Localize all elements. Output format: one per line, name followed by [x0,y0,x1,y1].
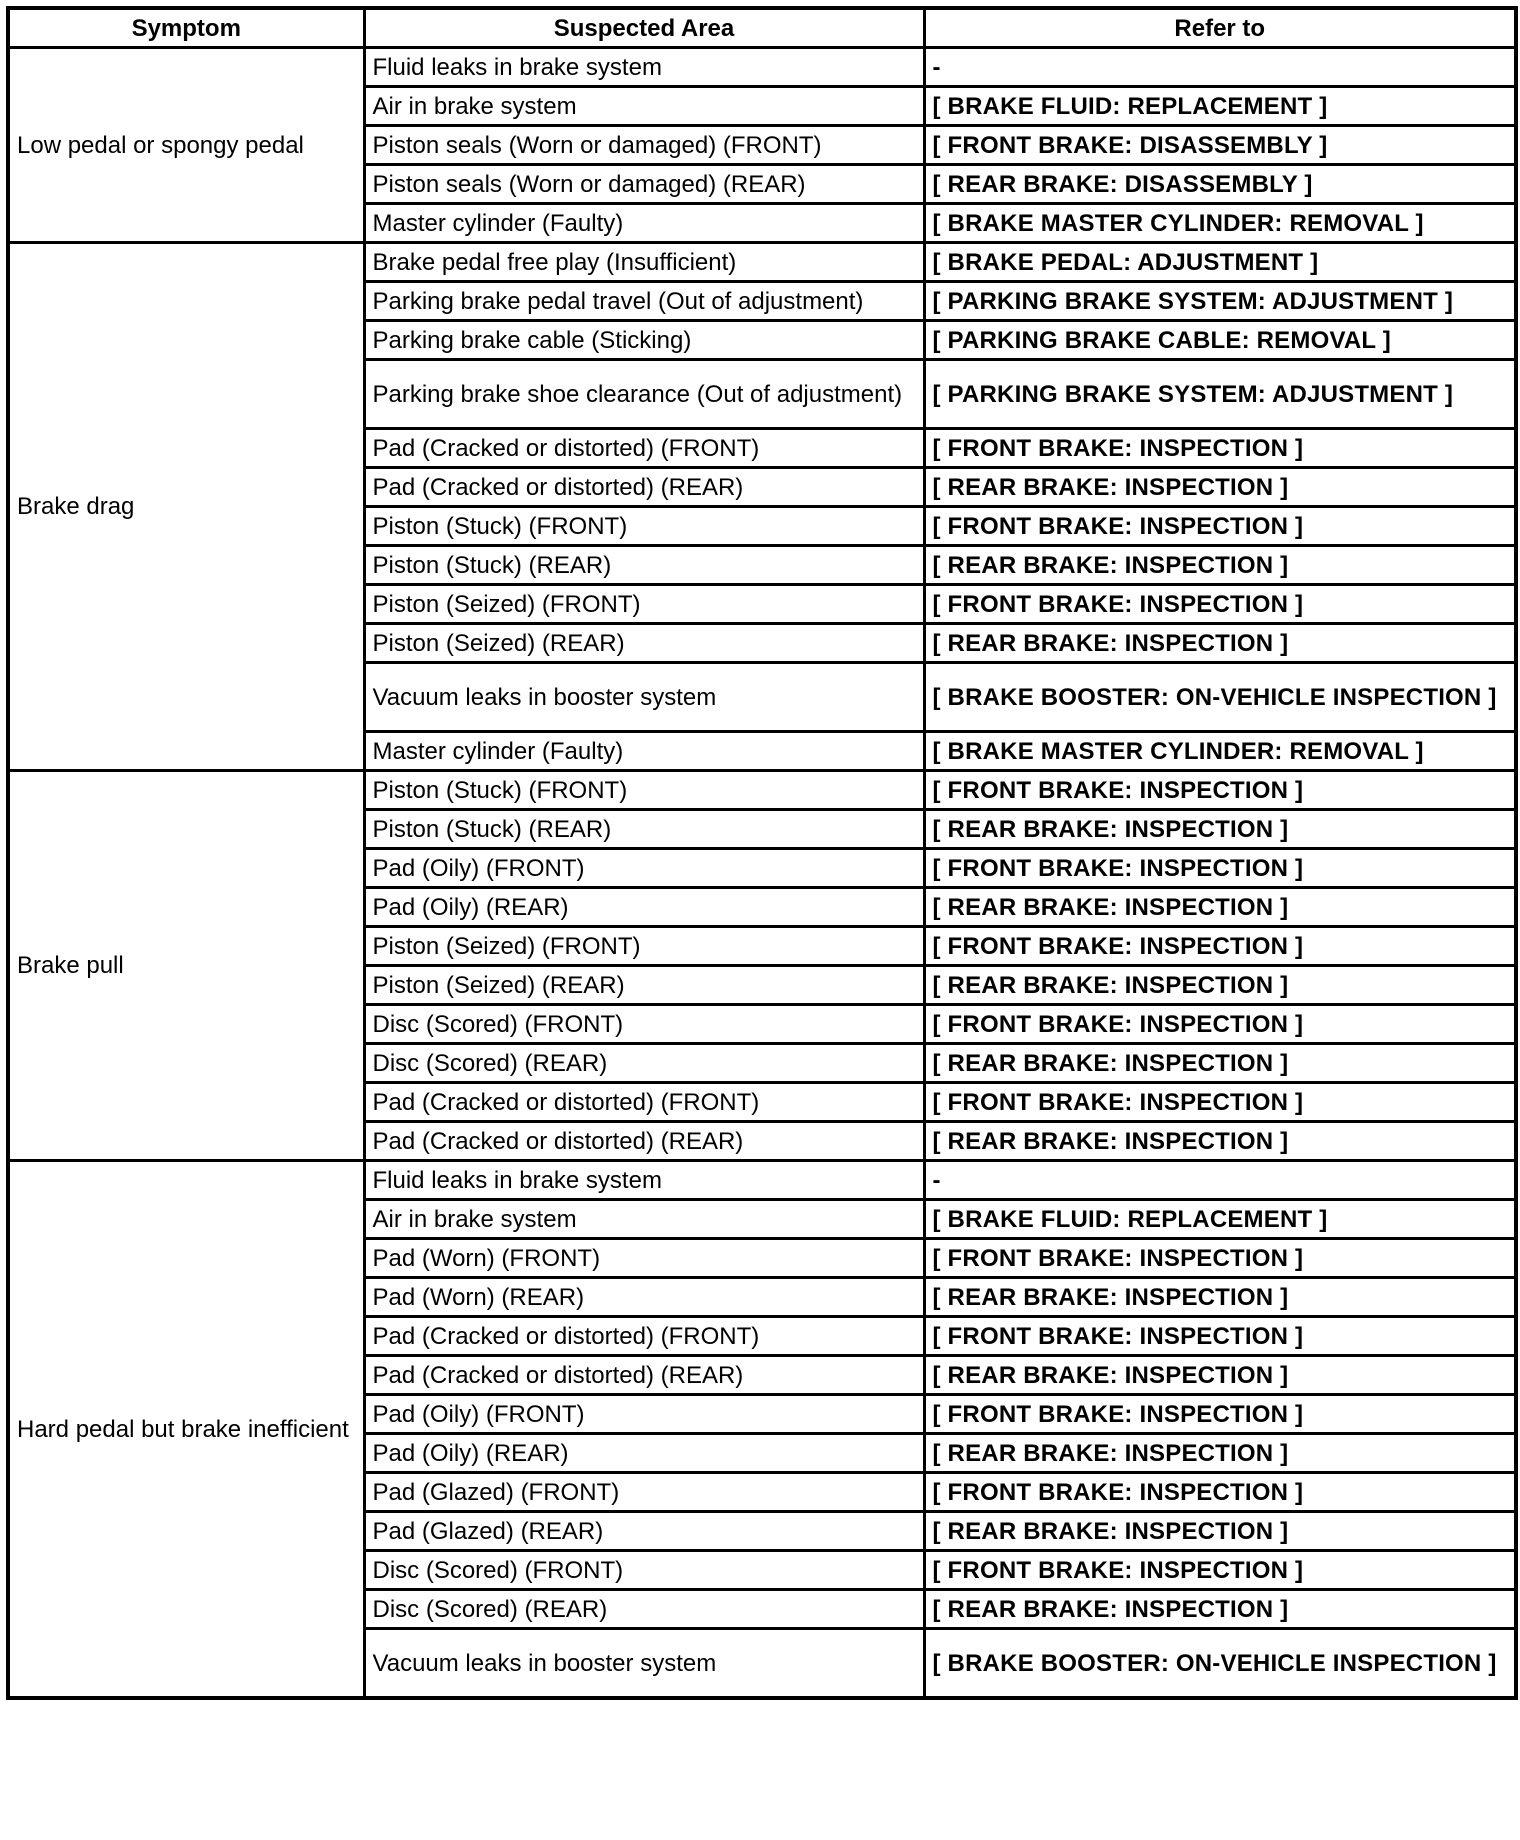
suspected-area-cell: Piston (Stuck) (FRONT) [364,771,924,810]
refer-to-cell: [ REAR BRAKE: INSPECTION ] [924,966,1516,1005]
brake-troubleshooting-table [6,6,1518,1700]
refer-to-cell: [ FRONT BRAKE: INSPECTION ] [924,585,1516,624]
refer-to-cell: [ BRAKE FLUID: REPLACEMENT ] [924,87,1516,126]
suspected-area-cell: Pad (Cracked or distorted) (FRONT) [364,429,924,468]
header-symptom: Symptom [8,8,364,48]
refer-to-cell: [ REAR BRAKE: INSPECTION ] [924,624,1516,663]
refer-to-cell: [ REAR BRAKE: INSPECTION ] [924,1434,1516,1473]
refer-to-cell: [ FRONT BRAKE: INSPECTION ] [924,1083,1516,1122]
refer-to-cell: [ REAR BRAKE: INSPECTION ] [924,888,1516,927]
suspected-area-cell: Piston (Stuck) (FRONT) [364,507,924,546]
suspected-area-cell: Master cylinder (Faulty) [364,732,924,771]
suspected-area-cell: Air in brake system [364,1200,924,1239]
refer-to-cell: [ REAR BRAKE: INSPECTION ] [924,546,1516,585]
refer-to-cell: [ BRAKE BOOSTER: ON-VEHICLE INSPECTION ] [924,663,1516,732]
suspected-area-cell: Pad (Glazed) (FRONT) [364,1473,924,1512]
suspected-area-cell: Pad (Cracked or distorted) (FRONT) [364,1083,924,1122]
refer-to-cell: [ FRONT BRAKE: INSPECTION ] [924,507,1516,546]
header-refer-to: Refer to [924,8,1516,48]
suspected-area-cell: Disc (Scored) (REAR) [364,1044,924,1083]
refer-to-cell: [ PARKING BRAKE CABLE: REMOVAL ] [924,321,1516,360]
suspected-area-cell: Fluid leaks in brake system [364,1161,924,1200]
suspected-area-cell: Piston (Seized) (REAR) [364,966,924,1005]
refer-to-cell: [ FRONT BRAKE: INSPECTION ] [924,1239,1516,1278]
refer-to-cell: [ BRAKE MASTER CYLINDER: REMOVAL ] [924,732,1516,771]
table-row [8,48,1516,87]
refer-to-cell: [ BRAKE PEDAL: ADJUSTMENT ] [924,243,1516,282]
refer-to-cell: [ PARKING BRAKE SYSTEM: ADJUSTMENT ] [924,360,1516,429]
refer-to-cell: [ FRONT BRAKE: INSPECTION ] [924,927,1516,966]
refer-to-cell: - [924,1161,1516,1200]
refer-to-cell: [ FRONT BRAKE: DISASSEMBLY ] [924,126,1516,165]
refer-to-cell: [ FRONT BRAKE: INSPECTION ] [924,429,1516,468]
suspected-area-cell: Pad (Cracked or distorted) (FRONT) [364,1317,924,1356]
suspected-area-cell: Piston (Seized) (FRONT) [364,927,924,966]
table-row [8,771,1516,810]
suspected-area-cell: Pad (Cracked or distorted) (REAR) [364,468,924,507]
symptom-cell: Brake pull [8,771,364,1161]
refer-to-cell: [ FRONT BRAKE: INSPECTION ] [924,1317,1516,1356]
refer-to-cell: [ BRAKE FLUID: REPLACEMENT ] [924,1200,1516,1239]
symptom-cell: Hard pedal but brake inefficient [8,1161,364,1699]
refer-to-cell: [ FRONT BRAKE: INSPECTION ] [924,1473,1516,1512]
symptom-cell: Low pedal or spongy pedal [8,48,364,243]
header-suspected-area: Suspected Area [364,8,924,48]
refer-to-cell: [ REAR BRAKE: INSPECTION ] [924,1278,1516,1317]
suspected-area-cell: Piston seals (Worn or damaged) (FRONT) [364,126,924,165]
refer-to-cell: [ FRONT BRAKE: INSPECTION ] [924,1395,1516,1434]
suspected-area-cell: Master cylinder (Faulty) [364,204,924,243]
suspected-area-cell: Pad (Cracked or distorted) (REAR) [364,1356,924,1395]
troubleshooting-table-container [6,6,1514,1700]
suspected-area-cell: Parking brake cable (Sticking) [364,321,924,360]
table-row [8,1161,1516,1200]
refer-to-cell: [ REAR BRAKE: INSPECTION ] [924,810,1516,849]
refer-to-cell: [ BRAKE BOOSTER: ON-VEHICLE INSPECTION ] [924,1629,1516,1699]
suspected-area-cell: Piston (Seized) (REAR) [364,624,924,663]
suspected-area-cell: Pad (Glazed) (REAR) [364,1512,924,1551]
suspected-area-cell: Pad (Worn) (FRONT) [364,1239,924,1278]
table-body [8,48,1516,1699]
refer-to-cell: [ REAR BRAKE: DISASSEMBLY ] [924,165,1516,204]
refer-to-cell: [ REAR BRAKE: INSPECTION ] [924,1590,1516,1629]
suspected-area-cell: Pad (Oily) (REAR) [364,888,924,927]
refer-to-cell: [ FRONT BRAKE: INSPECTION ] [924,849,1516,888]
suspected-area-cell: Fluid leaks in brake system [364,48,924,87]
suspected-area-cell: Brake pedal free play (Insufficient) [364,243,924,282]
table-row [8,243,1516,282]
refer-to-cell: [ BRAKE MASTER CYLINDER: REMOVAL ] [924,204,1516,243]
refer-to-cell: [ REAR BRAKE: INSPECTION ] [924,1122,1516,1161]
refer-to-cell: [ FRONT BRAKE: INSPECTION ] [924,1005,1516,1044]
suspected-area-cell: Parking brake pedal travel (Out of adjustment) [364,282,924,321]
suspected-area-cell: Vacuum leaks in booster system [364,1629,924,1699]
suspected-area-cell: Pad (Worn) (REAR) [364,1278,924,1317]
refer-to-cell: - [924,48,1516,87]
suspected-area-cell: Pad (Oily) (FRONT) [364,849,924,888]
suspected-area-cell: Pad (Oily) (REAR) [364,1434,924,1473]
suspected-area-cell: Disc (Scored) (FRONT) [364,1551,924,1590]
suspected-area-cell: Vacuum leaks in booster system [364,663,924,732]
suspected-area-cell: Disc (Scored) (REAR) [364,1590,924,1629]
suspected-area-cell: Piston (Stuck) (REAR) [364,810,924,849]
suspected-area-cell: Piston (Seized) (FRONT) [364,585,924,624]
suspected-area-cell: Parking brake shoe clearance (Out of adjustment) [364,360,924,429]
suspected-area-cell: Piston (Stuck) (REAR) [364,546,924,585]
refer-to-cell: [ REAR BRAKE: INSPECTION ] [924,468,1516,507]
suspected-area-cell: Pad (Oily) (FRONT) [364,1395,924,1434]
suspected-area-cell: Pad (Cracked or distorted) (REAR) [364,1122,924,1161]
suspected-area-cell: Air in brake system [364,87,924,126]
refer-to-cell: [ PARKING BRAKE SYSTEM: ADJUSTMENT ] [924,282,1516,321]
refer-to-cell: [ FRONT BRAKE: INSPECTION ] [924,771,1516,810]
refer-to-cell: [ REAR BRAKE: INSPECTION ] [924,1356,1516,1395]
suspected-area-cell: Piston seals (Worn or damaged) (REAR) [364,165,924,204]
refer-to-cell: [ REAR BRAKE: INSPECTION ] [924,1044,1516,1083]
symptom-cell: Brake drag [8,243,364,771]
table-header-row [8,8,1516,48]
refer-to-cell: [ REAR BRAKE: INSPECTION ] [924,1512,1516,1551]
suspected-area-cell: Disc (Scored) (FRONT) [364,1005,924,1044]
refer-to-cell: [ FRONT BRAKE: INSPECTION ] [924,1551,1516,1590]
